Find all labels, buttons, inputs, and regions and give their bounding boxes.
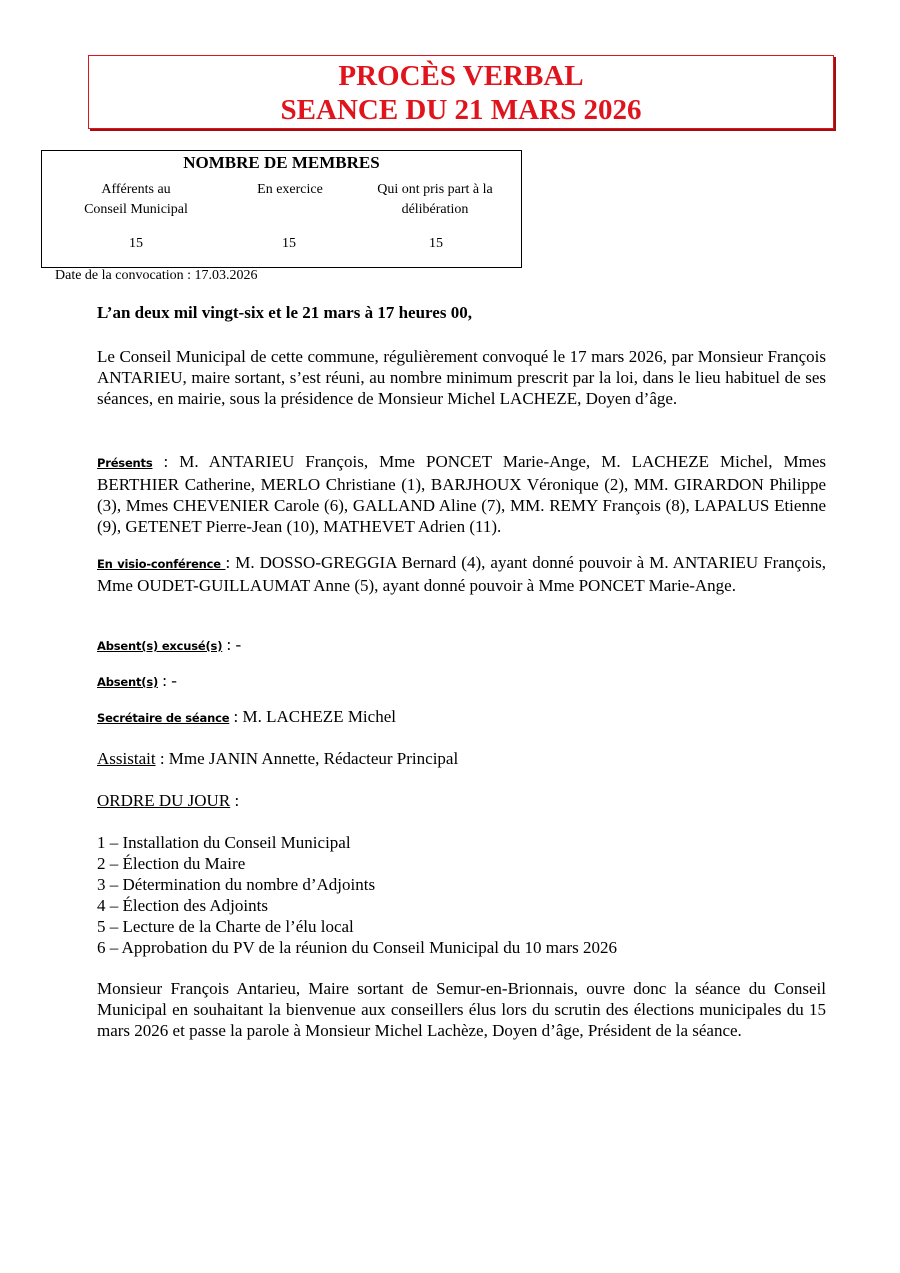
absent-excuse-line — [97, 634, 826, 657]
title-line-2: SEANCE DU 21 MARS 2026 — [280, 94, 642, 126]
agenda-item: 3 – Détermination du nombre d’Adjoints — [97, 875, 376, 894]
agenda-item: 5 – Lecture de la Charte de l’élu local — [97, 917, 354, 936]
visio-label: En visio-conférence — [97, 557, 226, 571]
value-afferents: 15 — [129, 236, 143, 251]
assistait-text: : Mme JANIN Annette, Rédacteur Principal — [155, 749, 459, 768]
members-heading: NOMBRE DE MEMBRES — [183, 153, 380, 172]
title-line-1: PROCÈS VERBAL — [338, 60, 584, 92]
agenda-item: 2 – Élection du Maire — [97, 854, 246, 873]
absent-label: Absent(s) — [97, 675, 159, 689]
ordre-label: ORDRE DU JOUR — [97, 791, 231, 810]
ordre-du-jour-heading — [97, 790, 826, 811]
presents-label: Présents — [97, 456, 153, 470]
absent-excuse-text: : - — [222, 635, 242, 654]
presents-paragraph — [97, 451, 826, 537]
visio-paragraph — [97, 552, 826, 596]
col-label-line2: Conseil Municipal — [84, 202, 188, 217]
opening-paragraph: Le Conseil Municipal de cette commune, régulièrement convoqué le 17 mars 2026, par Monsieur François ANTARIEU, maire sortant, s’est réuni, au nombre minimum prescrit par la loi, dans le lieu habituel de ses séances, en mairie, sous la présidence de Monsieur Michel LACHEZE, Doyen d’âge. — [97, 347, 826, 408]
intro-line: L’an deux mil vingt-six et le 21 mars à 17 heures 00, — [97, 303, 472, 322]
closing-paragraph: Monsieur François Antarieu, Maire sortant de Semur-en-Brionnais, ouvre donc la séance du Conseil Municipal en souhaitant la bienvenue aux conseillers élus lors du scrutin des élections municipales du 15 mars 2026 et passe la parole à Monsieur Michel Lachèze, Doyen d’âge, Président de la séance. — [97, 979, 826, 1040]
title-box — [88, 55, 834, 129]
absent-text: : - — [158, 671, 177, 690]
secretaire-label: Secrétaire de séance — [97, 711, 230, 725]
agenda-list — [97, 832, 826, 958]
ordre-text: : — [230, 791, 240, 810]
col-label-line1: Qui ont pris part à la — [377, 182, 493, 197]
absent-line — [97, 670, 826, 693]
col-label-line1: Afférents au — [101, 182, 171, 197]
value-participants: 15 — [429, 236, 443, 251]
secretaire-text: : M. LACHEZE Michel — [229, 707, 396, 726]
absent-excuse-label: Absent(s) excusé(s) — [97, 639, 223, 653]
members-table — [41, 150, 522, 268]
secretaire-line — [97, 706, 826, 729]
convocation-date: Date de la convocation : 17.03.2026 — [55, 268, 258, 283]
agenda-item: 1 – Installation du Conseil Municipal — [97, 833, 351, 852]
members-col-participants — [368, 180, 502, 220]
col-label-line2: délibération — [401, 202, 469, 217]
members-col-afferents — [72, 180, 200, 220]
visio-text: : M. DOSSO-GREGGIA Bernard (4), ayant donné pouvoir à M. ANTARIEU François, Mme OUDET-GUILLAUMAT Anne (5), ayant donné pouvoir à Mme PONCET Marie-Ange. — [97, 553, 826, 595]
agenda-item: 4 – Élection des Adjoints — [97, 896, 268, 915]
presents-text: : M. ANTARIEU François, Mme PONCET Marie-Ange, M. LACHEZE Michel, Mmes BERTHIER Catherine, MERLO Christiane (1), BARJHOUX Véronique (2), MM. GIRARDON Philippe (3), Mmes CHEVENIER Carole (6), GALLAND Aline (7), MM. REMY François (8), LAPALUS Etienne (9), GETENET Pierre-Jean (10), MATHEVET Adrien (11). — [97, 452, 826, 536]
agenda-item: 6 – Approbation du PV de la réunion du Conseil Municipal du 10 mars 2026 — [97, 938, 618, 957]
col-label-line1: En exercice — [257, 182, 323, 197]
value-en-exercice: 15 — [282, 236, 296, 251]
members-col-en-exercice — [230, 180, 350, 200]
assistait-line — [97, 748, 826, 769]
assistait-label: Assistait — [97, 749, 156, 768]
